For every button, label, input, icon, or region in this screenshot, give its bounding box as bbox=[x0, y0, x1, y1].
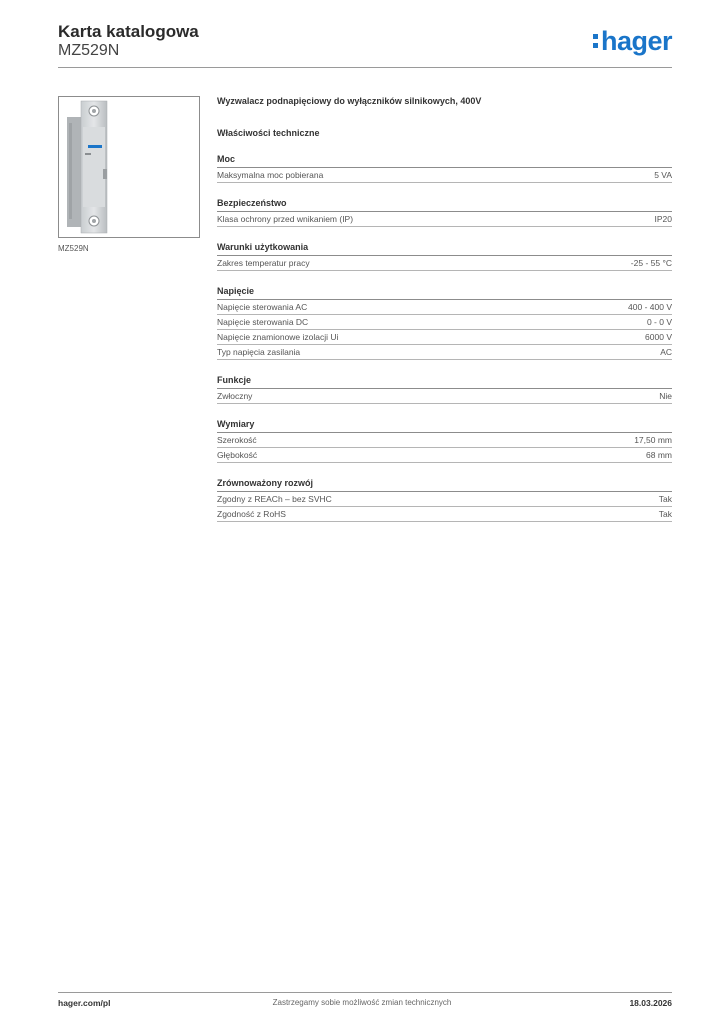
product-code: MZ529N bbox=[58, 42, 120, 59]
property-row bbox=[217, 345, 672, 360]
property-value: Tak bbox=[658, 494, 672, 504]
property-value: 0 - 0 V bbox=[646, 317, 672, 327]
property-value: 17,50 mm bbox=[634, 435, 672, 445]
group-title: Funkcje bbox=[217, 375, 672, 389]
property-value: IP20 bbox=[654, 214, 672, 224]
product-image-caption: MZ529N bbox=[58, 244, 89, 253]
footer-divider bbox=[58, 992, 672, 993]
property-label: Zgodność z RoHS bbox=[217, 509, 286, 519]
property-value: 6000 V bbox=[645, 332, 672, 342]
group-title: Wymiary bbox=[217, 419, 672, 433]
product-image bbox=[58, 96, 200, 238]
property-row bbox=[217, 256, 672, 271]
property-label: Szerokość bbox=[217, 435, 257, 445]
property-value: Tak bbox=[658, 509, 672, 519]
logo-dots-icon bbox=[593, 34, 599, 52]
property-row bbox=[217, 492, 672, 507]
footer-website-link[interactable]: hager.com/pl bbox=[58, 998, 111, 1008]
product-description: Wyzwalacz podnapięciowy do wyłączników silnikowych, 400V bbox=[217, 96, 482, 106]
property-row bbox=[217, 507, 672, 522]
property-label: Zgodny z REACh – bez SVHC bbox=[217, 494, 332, 504]
group-napiecie bbox=[217, 286, 672, 360]
property-value: -25 - 55 °C bbox=[630, 258, 672, 268]
group-bezpieczenstwo bbox=[217, 198, 672, 227]
footer-date: 18.03.2026 bbox=[629, 998, 672, 1008]
group-funkcje bbox=[217, 375, 672, 404]
hager-logo bbox=[593, 26, 672, 56]
property-row bbox=[217, 315, 672, 330]
property-value: 68 mm bbox=[646, 450, 672, 460]
contactor-module-icon bbox=[59, 97, 199, 237]
property-value: 5 VA bbox=[654, 170, 672, 180]
group-title: Moc bbox=[217, 154, 672, 168]
document-header bbox=[58, 22, 199, 60]
footer-notice: Zastrzegamy sobie możliwość zmian technicznych bbox=[272, 998, 452, 1007]
property-label: Głębokość bbox=[217, 450, 258, 460]
group-title: Bezpieczeństwo bbox=[217, 198, 672, 212]
page-title: Karta katalogowa bbox=[58, 22, 199, 41]
property-label: Napięcie sterowania DC bbox=[217, 317, 309, 327]
property-row bbox=[217, 389, 672, 404]
property-label: Napięcie znamionowe izolacji Ui bbox=[217, 332, 339, 342]
property-value: AC bbox=[660, 347, 672, 357]
group-moc bbox=[217, 154, 672, 183]
property-label: Klasa ochrony przed wnikaniem (IP) bbox=[217, 214, 354, 224]
property-value: Nie bbox=[659, 391, 672, 401]
property-row bbox=[217, 212, 672, 227]
property-label: Napięcie sterowania AC bbox=[217, 302, 308, 312]
technical-properties bbox=[217, 96, 672, 522]
header-divider bbox=[58, 67, 672, 68]
group-wymiary bbox=[217, 419, 672, 463]
group-title: Warunki użytkowania bbox=[217, 242, 672, 256]
logo-text: hager bbox=[600, 26, 672, 56]
property-row bbox=[217, 448, 672, 463]
property-label: Maksymalna moc pobierana bbox=[217, 170, 324, 180]
group-title: Napięcie bbox=[217, 286, 672, 300]
property-value: 400 - 400 V bbox=[628, 302, 672, 312]
property-row bbox=[217, 168, 672, 183]
group-zrownowazony-rozwoj bbox=[217, 478, 672, 522]
property-label: Typ napięcia zasilania bbox=[217, 347, 301, 357]
property-row bbox=[217, 433, 672, 448]
property-label: Zakres temperatur pracy bbox=[217, 258, 310, 268]
group-title: Zrównoważony rozwój bbox=[217, 478, 672, 492]
property-label: Zwłoczny bbox=[217, 391, 253, 401]
property-row bbox=[217, 300, 672, 315]
property-row bbox=[217, 330, 672, 345]
section-heading: Właściwości techniczne bbox=[217, 128, 320, 138]
group-warunki-uzytkowania bbox=[217, 242, 672, 271]
